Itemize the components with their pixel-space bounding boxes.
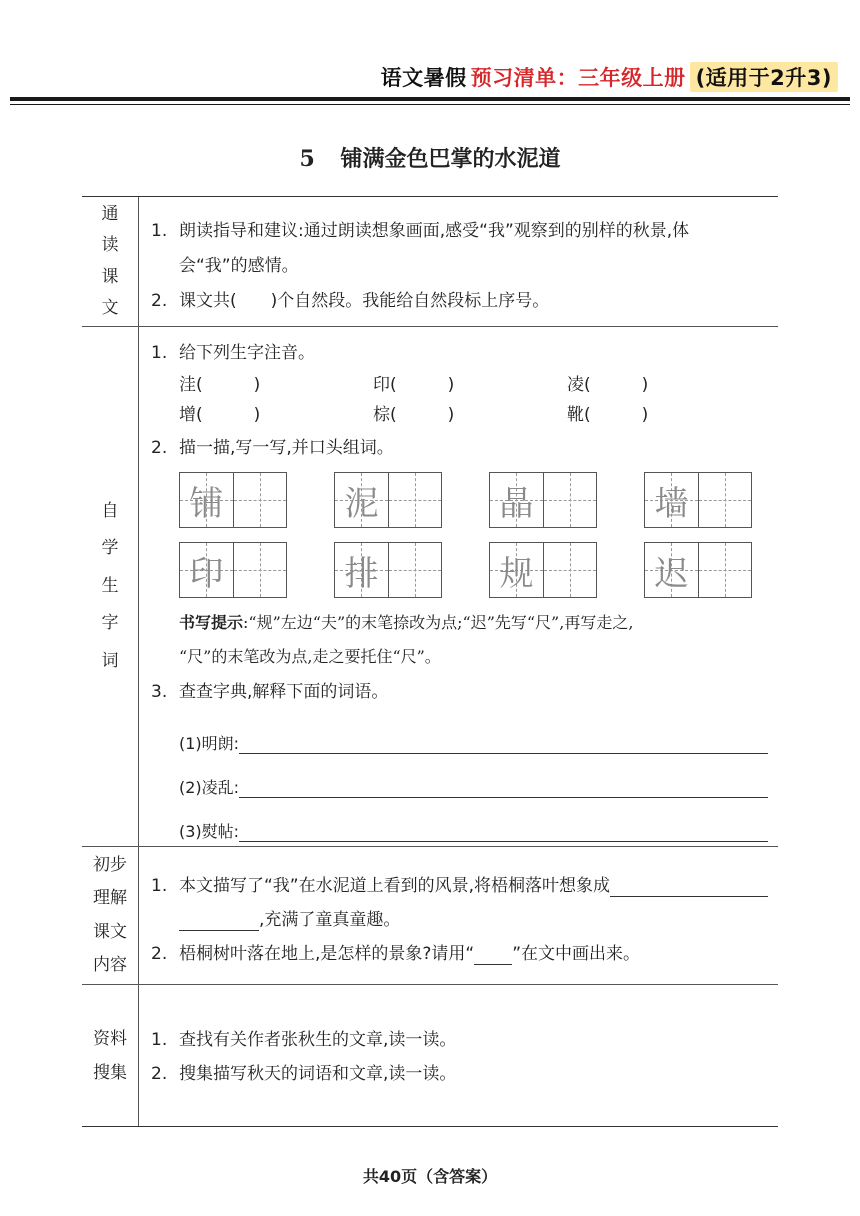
study-item-3: 3. 查查字典,解释下面的词语。 bbox=[151, 682, 389, 702]
understand-item-1: 1. 本文描写了“我”在水泥道上看到的风景,将梧桐落叶想象成 bbox=[151, 869, 768, 903]
study-table bbox=[82, 196, 778, 1127]
trace-char: 印 bbox=[189, 553, 224, 594]
trace-char: 晶 bbox=[499, 483, 534, 524]
section-read bbox=[82, 197, 778, 327]
pinyin-field[interactable]: 增( ) bbox=[179, 405, 261, 425]
header-subject: 语文暑假 bbox=[380, 66, 467, 90]
section-label-resources: 资料 搜集 bbox=[82, 985, 139, 1126]
study-item-1: 1. 给下列生字注音。 bbox=[151, 343, 315, 363]
resources-item-2: 2. 搜集描写秋天的词语和文章,读一读。 bbox=[151, 1064, 457, 1084]
page-footer: 共40页（含答案） bbox=[362, 1167, 498, 1186]
section-content-understand: 1. 本文描写了“我”在水泥道上看到的风景,将梧桐落叶想象成 ,充满了童真童趣。 2. 梧桐树叶落在地上,是怎样的景象?请用“ ”在文中画出来。 bbox=[139, 847, 778, 984]
section-label-understand: 初步 理解 课文 内容 bbox=[82, 847, 139, 984]
header-badge: (适用于2升3) bbox=[690, 62, 838, 92]
header-rule-thick bbox=[10, 97, 850, 101]
definition-line: (1)明朗: bbox=[179, 710, 768, 754]
answer-line[interactable] bbox=[239, 733, 768, 754]
tracing-cell[interactable] bbox=[334, 542, 442, 598]
pinyin-field[interactable]: 凌( ) bbox=[567, 375, 649, 395]
tracing-cell[interactable] bbox=[179, 472, 287, 528]
section-self-study bbox=[82, 327, 778, 847]
word-definitions bbox=[151, 710, 768, 842]
definition-line: (3)熨帖: bbox=[179, 798, 768, 842]
pinyin-field[interactable]: 靴( ) bbox=[567, 405, 649, 425]
understand-item-2: 2. 梧桐树叶落在地上,是怎样的景象?请用“ ”在文中画出来。 bbox=[151, 937, 768, 971]
read-item-1: 1. 朗读指导和建议:通过朗读想象画面,感受“我”观察到的别样的秋景,体 bbox=[151, 221, 690, 241]
header-rule-thin bbox=[10, 104, 850, 105]
lesson-name: 铺满金色巴掌的水泥道 bbox=[340, 146, 561, 172]
tracing-cell[interactable] bbox=[644, 472, 752, 528]
writing-tip: 书写提示:“规”左边“夫”的末笔捺改为点;“迟”先写“尺”,再写走之, “尺”的末笔改为点,走之要托住“尺”。 bbox=[179, 613, 634, 666]
pinyin-field[interactable]: 棕( ) bbox=[373, 405, 455, 425]
tracing-grid-row-1 bbox=[151, 472, 768, 528]
section-understand bbox=[82, 847, 778, 985]
tip-label: 书写提示 bbox=[179, 613, 244, 632]
study-item-2: 2. 描一描,写一写,并口头组词。 bbox=[151, 438, 394, 458]
trace-char: 规 bbox=[499, 553, 534, 594]
tracing-cell[interactable] bbox=[644, 542, 752, 598]
trace-char: 墙 bbox=[654, 483, 689, 524]
lesson-title bbox=[0, 142, 860, 173]
pinyin-row-1 bbox=[151, 370, 768, 400]
pinyin-field[interactable]: 印( ) bbox=[373, 375, 455, 395]
tracing-grid-row-2 bbox=[151, 542, 768, 598]
tracing-cell[interactable] bbox=[179, 542, 287, 598]
tracing-cell[interactable] bbox=[334, 472, 442, 528]
definition-line: (2)凌乱: bbox=[179, 754, 768, 798]
pinyin-row-2 bbox=[151, 400, 768, 430]
page-header bbox=[381, 62, 838, 92]
answer-line[interactable] bbox=[239, 777, 768, 798]
underline-mark bbox=[474, 940, 512, 965]
section-label-read: 通 读 课 文 bbox=[82, 197, 139, 326]
tracing-cell[interactable] bbox=[489, 542, 597, 598]
trace-char: 排 bbox=[344, 553, 379, 594]
section-content-read: 1. 朗读指导和建议:通过朗读想象画面,感受“我”观察到的别样的秋景,体 会“我”的感情。 2. 课文共( )个自然段。我能给自然段标上序号。 bbox=[139, 197, 778, 326]
tracing-cell[interactable] bbox=[489, 472, 597, 528]
answer-line[interactable] bbox=[239, 821, 768, 842]
answer-line[interactable] bbox=[610, 872, 768, 897]
lesson-number: 5 bbox=[299, 146, 315, 172]
resources-item-1: 1. 查找有关作者张秋生的文章,读一读。 bbox=[151, 1030, 457, 1050]
section-content-self-study bbox=[139, 327, 778, 846]
section-resources bbox=[82, 985, 778, 1127]
trace-char: 铺 bbox=[189, 483, 224, 524]
read-item-2: 2. 课文共( )个自然段。我能给自然段标上序号。 bbox=[151, 291, 550, 311]
answer-line[interactable] bbox=[179, 906, 259, 931]
section-label-self-study: 自 学 生 字 词 bbox=[82, 327, 139, 846]
header-grade: 预习清单：三年级上册 bbox=[470, 66, 686, 90]
section-content-resources bbox=[139, 985, 778, 1126]
trace-char: 迟 bbox=[654, 553, 689, 594]
pinyin-field[interactable]: 洼( ) bbox=[179, 375, 261, 395]
trace-char: 泥 bbox=[344, 483, 379, 524]
